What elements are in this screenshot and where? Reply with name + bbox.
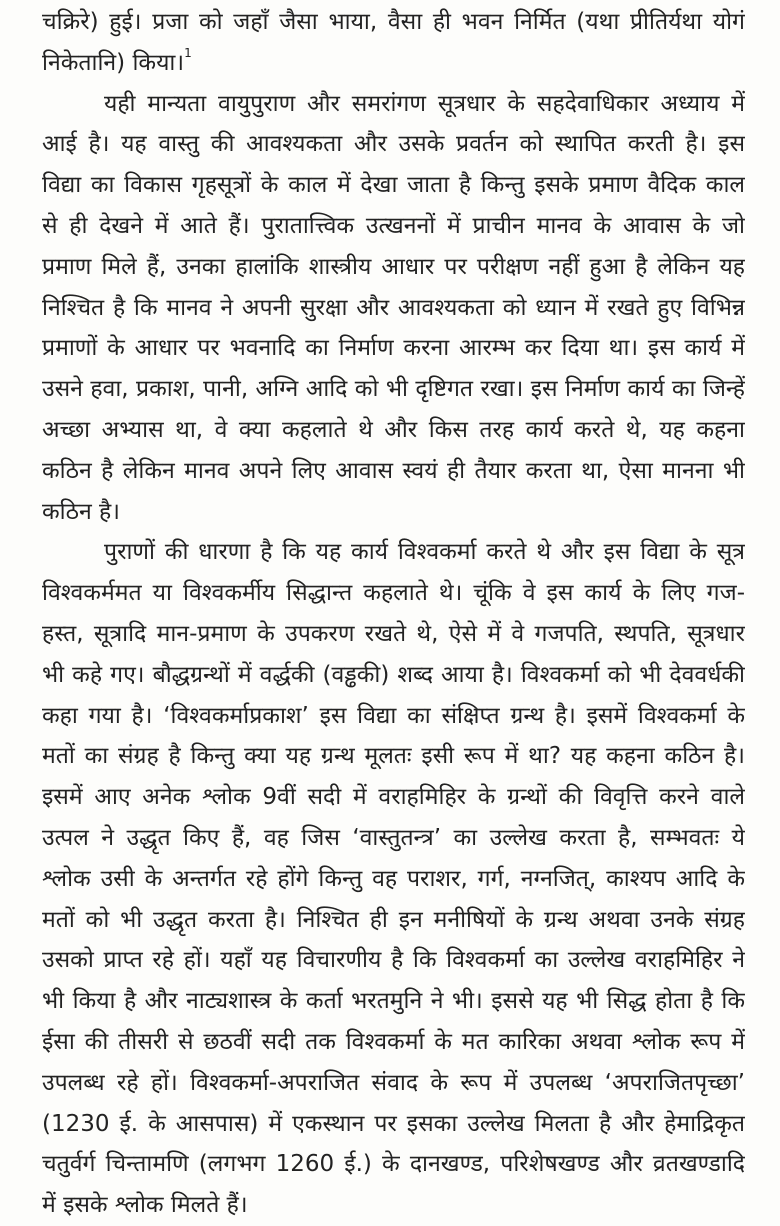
- text-line: से ही देखने में आते हैं। पुरातात्त्विक उत्खननों में प्राचीन मानव के आवास के जो: [42, 212, 745, 239]
- text-line: मतों को भी उद्धृत करता है। निश्चित ही इन मनीषियों के ग्रन्थ अथवा उनके संग्रह: [42, 906, 745, 933]
- paragraph-1: [42, 2, 745, 84]
- text-line: चतुर्वर्ग चिन्तामणि (लगभग 1260 ई.) के दानखण्ड, परिशेषखण्ड और व्रतखण्डादि: [42, 1151, 745, 1178]
- text-line: चक्रिरे) हुई। प्रजा को जहाँ जैसा भाया, वैसा ही भवन निर्मित (यथा प्रीतिर्यथा योगं: [42, 9, 745, 35]
- text-line: इसमें आए अनेक श्लोक 9वीं सदी में वराहमिहिर के ग्रन्थों की विवृत्ति करने वाले: [42, 784, 745, 811]
- footnote-marker[interactable]: 1: [184, 45, 192, 60]
- text-line: भी किया है और नाट्यशास्त्र के कर्ता भरतमुनि ने भी। इससे यह भी सिद्ध होता है कि: [42, 988, 745, 1015]
- text-line: निश्चित है कि मानव ने अपनी सुरक्षा और आवश्यकता को ध्यान में रखते हुए विभिन्न: [42, 294, 745, 321]
- text-line: हस्त, सूत्रादि मान-प्रमाण के उपकरण रखते थे, ऐसे में वे गजपति, स्थपति, सूत्रधार: [42, 620, 745, 647]
- text-line: भी कहे गए। बौद्धग्रन्थों में वर्द्धकी (वड्ढकी) शब्द आया है। विश्वकर्मा को भी देववर्धकी: [42, 661, 745, 688]
- paragraph-3: [42, 532, 745, 1226]
- text-line: आई है। यह वास्तु की आवश्यकता और उसके प्रवर्तन को स्थापित करती है। इस: [42, 131, 745, 158]
- text-line: उसने हवा, प्रकाश, पानी, अग्नि आदि को भी दृष्टिगत रखा। इस निर्माण कार्य का जिन्हें: [42, 376, 745, 403]
- document-page: [42, 2, 745, 1226]
- text-line: कठिन है लेकिन मानव अपने लिए आवास स्वयं ही तैयार करता था, ऐसा मानना भी: [42, 457, 745, 484]
- text-line: विद्या का विकास गृहसूत्रों के काल में देखा जाता है किन्तु इसके प्रमाण वैदिक काल: [42, 172, 745, 199]
- text-line: प्रमाणों के आधार पर भवनादि का निर्माण करना आरम्भ कर दिया था। इस कार्य में: [42, 335, 745, 362]
- text-line: में इसके श्लोक मिलते हैं।: [42, 1192, 248, 1219]
- text-line-content: निकेतानि) किया।: [42, 49, 185, 76]
- text-line: (1230 ई. के आसपास) में एकस्थान पर इसका उल्लेख मिलता है और हेमाद्रिकृत: [42, 1110, 745, 1137]
- text-line: कठिन है।: [42, 498, 120, 525]
- text-line: मतों का संग्रह है किन्तु क्या यह ग्रन्थ मूलतः इसी रूप में था? यह कहना कठिन है।: [42, 743, 745, 770]
- text-line: प्रमाण मिले हैं, उनका हालांकि शास्त्रीय आधार पर परीक्षण नहीं हुआ है लेकिन यह: [42, 253, 745, 280]
- text-line: उपलब्ध रहे हों। विश्वकर्मा-अपराजित संवाद के रूप में उपलब्ध ‘अपराजितपृच्छा’: [42, 1069, 745, 1096]
- text-line: उसको प्राप्त रहे हों। यहाँ यह विचारणीय है कि विश्वकर्मा का उल्लेख वराहमिहिर ने: [42, 947, 745, 974]
- text-line: श्लोक उसी के अन्तर्गत रहे होंगे किन्तु वह पराशर, गर्ग, नग्नजित्, काश्यप आदि के: [42, 865, 745, 892]
- text-line: उत्पल ने उद्धृत किए हैं, वह जिस ‘वास्तुतन्त्र’ का उल्लेख करता है, सम्भवतः ये: [42, 824, 745, 851]
- text-line: [42, 43, 745, 84]
- text-line: पुराणों की धारणा है कि यह कार्य विश्वकर्मा करते थे और इस विद्या के सूत्र: [104, 539, 745, 566]
- text-line: अच्छा अभ्यास था, वे क्या कहलाते थे और किस तरह कार्य करते थे, यह कहना: [42, 416, 745, 443]
- text-line: यही मान्यता वायुपुराण और समरांगण सूत्रधार के सहदेवाधिकार अध्याय में: [104, 90, 745, 117]
- text-line: कहा गया है। ‘विश्वकर्माप्रकाश’ इस विद्या का संक्षिप्त ग्रन्थ है। इसमें विश्वकर्मा के: [42, 702, 745, 729]
- text-line: विश्वकर्ममत या विश्वकर्मीय सिद्धान्त कहलाते थे। चूंकि वे इस कार्य के लिए गज-: [42, 580, 745, 607]
- text-line: ईसा की तीसरी से छठवीं सदी तक विश्वकर्मा के मत कारिका अथवा श्लोक रूप में: [42, 1028, 745, 1055]
- paragraph-2: [42, 84, 745, 533]
